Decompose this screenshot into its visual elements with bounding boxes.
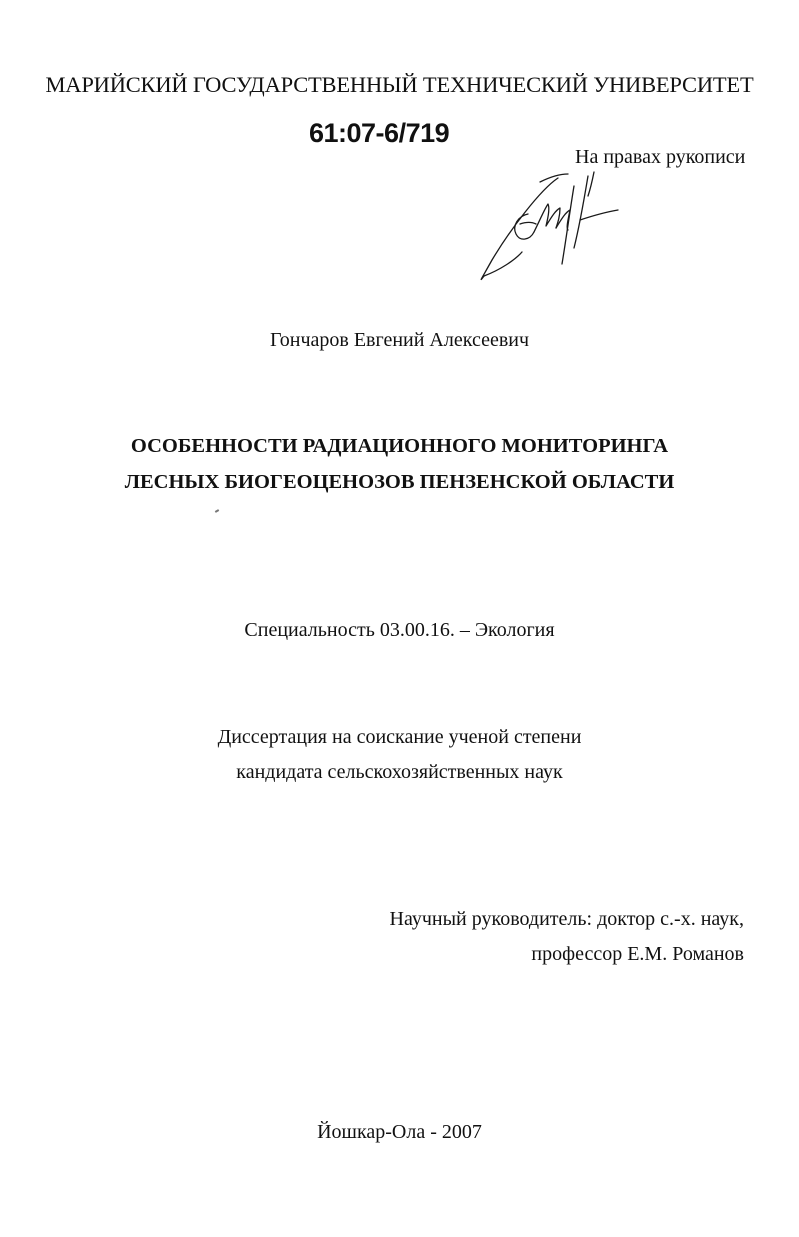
dissertation-title-line-1: ОСОБЕННОСТИ РАДИАЦИОННОГО МОНИТОРИНГА	[130, 435, 669, 457]
university-name: МАРИЙСКИЙ ГОСУДАРСТВЕННЫЙ ТЕХНИЧЕСКИЙ УНИВЕРСИТЕТ	[45, 72, 754, 97]
dissertation-title-line-2: ЛЕСНЫХ БИОГЕОЦЕНОЗОВ ПЕНЗЕНСКОЙ ОБЛАСТИ	[124, 471, 675, 493]
scan-speck	[215, 509, 219, 513]
manuscript-rights-note: На правах рукописи	[575, 146, 746, 168]
shelfmark-code: 61:07-6/719	[309, 118, 450, 148]
degree-line-2: кандидата сельскохозяйственных наук	[236, 761, 563, 783]
degree-line-1: Диссертация на соискание ученой степени	[217, 726, 582, 748]
supervisor-line-2: профессор Е.М. Романов	[531, 943, 744, 965]
handwritten-signature	[470, 160, 630, 290]
city-year: Йошкар-Ола - 2007	[317, 1121, 482, 1143]
specialty-line: Специальность 03.00.16. – Экология	[244, 619, 555, 641]
supervisor-line-1: Научный руководитель: доктор с.-х. наук,	[389, 908, 744, 930]
author-name: Гончаров Евгений Алексеевич	[269, 329, 530, 351]
